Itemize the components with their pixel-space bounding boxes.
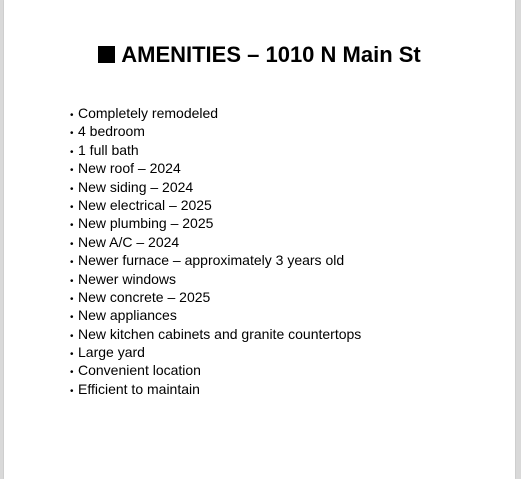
list-item-text: 1 full bath <box>78 141 139 158</box>
list-item-text: 4 bedroom <box>78 123 145 140</box>
list-item <box>70 343 361 361</box>
list-item-text: New siding – 2024 <box>78 178 194 195</box>
document-page <box>4 0 515 479</box>
list-item <box>70 361 361 379</box>
list-item-text: New A/C – 2024 <box>78 233 180 250</box>
bullet-icon: • <box>70 367 74 379</box>
list-item <box>70 214 361 232</box>
list-item-text: New plumbing – 2025 <box>78 215 214 232</box>
bullet-icon: • <box>70 110 74 121</box>
list-item-text: New electrical – 2025 <box>78 196 212 213</box>
list-item <box>70 178 361 196</box>
page-title-text: AMENITIES – 1010 N Main St <box>121 42 421 67</box>
list-item <box>70 196 361 214</box>
list-item-text: New roof – 2024 <box>78 160 181 177</box>
list-item-text: New appliances <box>78 307 177 324</box>
square-icon <box>98 46 115 63</box>
list-item <box>70 325 361 343</box>
bullet-icon: • <box>70 330 74 342</box>
bullet-icon: • <box>70 183 74 195</box>
bullet-icon: • <box>70 165 74 177</box>
bullet-icon: • <box>70 312 74 324</box>
bullet-icon: • <box>70 238 74 250</box>
list-item-text: Convenient location <box>78 362 201 379</box>
bullet-icon: • <box>70 128 74 140</box>
bullet-icon: • <box>70 293 74 305</box>
amenities-list <box>70 104 361 398</box>
bullet-icon: • <box>70 146 74 158</box>
list-item <box>70 306 361 324</box>
list-item <box>70 270 361 288</box>
list-item <box>70 141 361 159</box>
page-title <box>4 41 515 69</box>
list-item-text: Completely remodeled <box>78 105 219 121</box>
list-item-text: New kitchen cabinets and granite countertops <box>78 325 362 342</box>
list-item <box>70 122 361 140</box>
list-item <box>70 233 361 251</box>
bullet-icon: • <box>70 201 74 213</box>
list-item-text: Newer furnace – approximately 3 years old <box>78 252 345 269</box>
list-item-text: Efficient to maintain <box>78 380 200 397</box>
bullet-icon: • <box>70 385 74 397</box>
bullet-icon: • <box>70 257 74 269</box>
bullet-icon: • <box>70 220 74 232</box>
list-item <box>70 104 361 122</box>
bullet-icon: • <box>70 275 74 287</box>
list-item-text: Newer windows <box>78 270 177 287</box>
list-item-text: Large yard <box>78 344 145 361</box>
list-item <box>70 251 361 269</box>
list-item-text: New concrete – 2025 <box>78 288 211 305</box>
bullet-icon: • <box>70 349 74 361</box>
list-item <box>70 159 361 177</box>
list-item <box>70 288 361 306</box>
list-item <box>70 380 361 398</box>
